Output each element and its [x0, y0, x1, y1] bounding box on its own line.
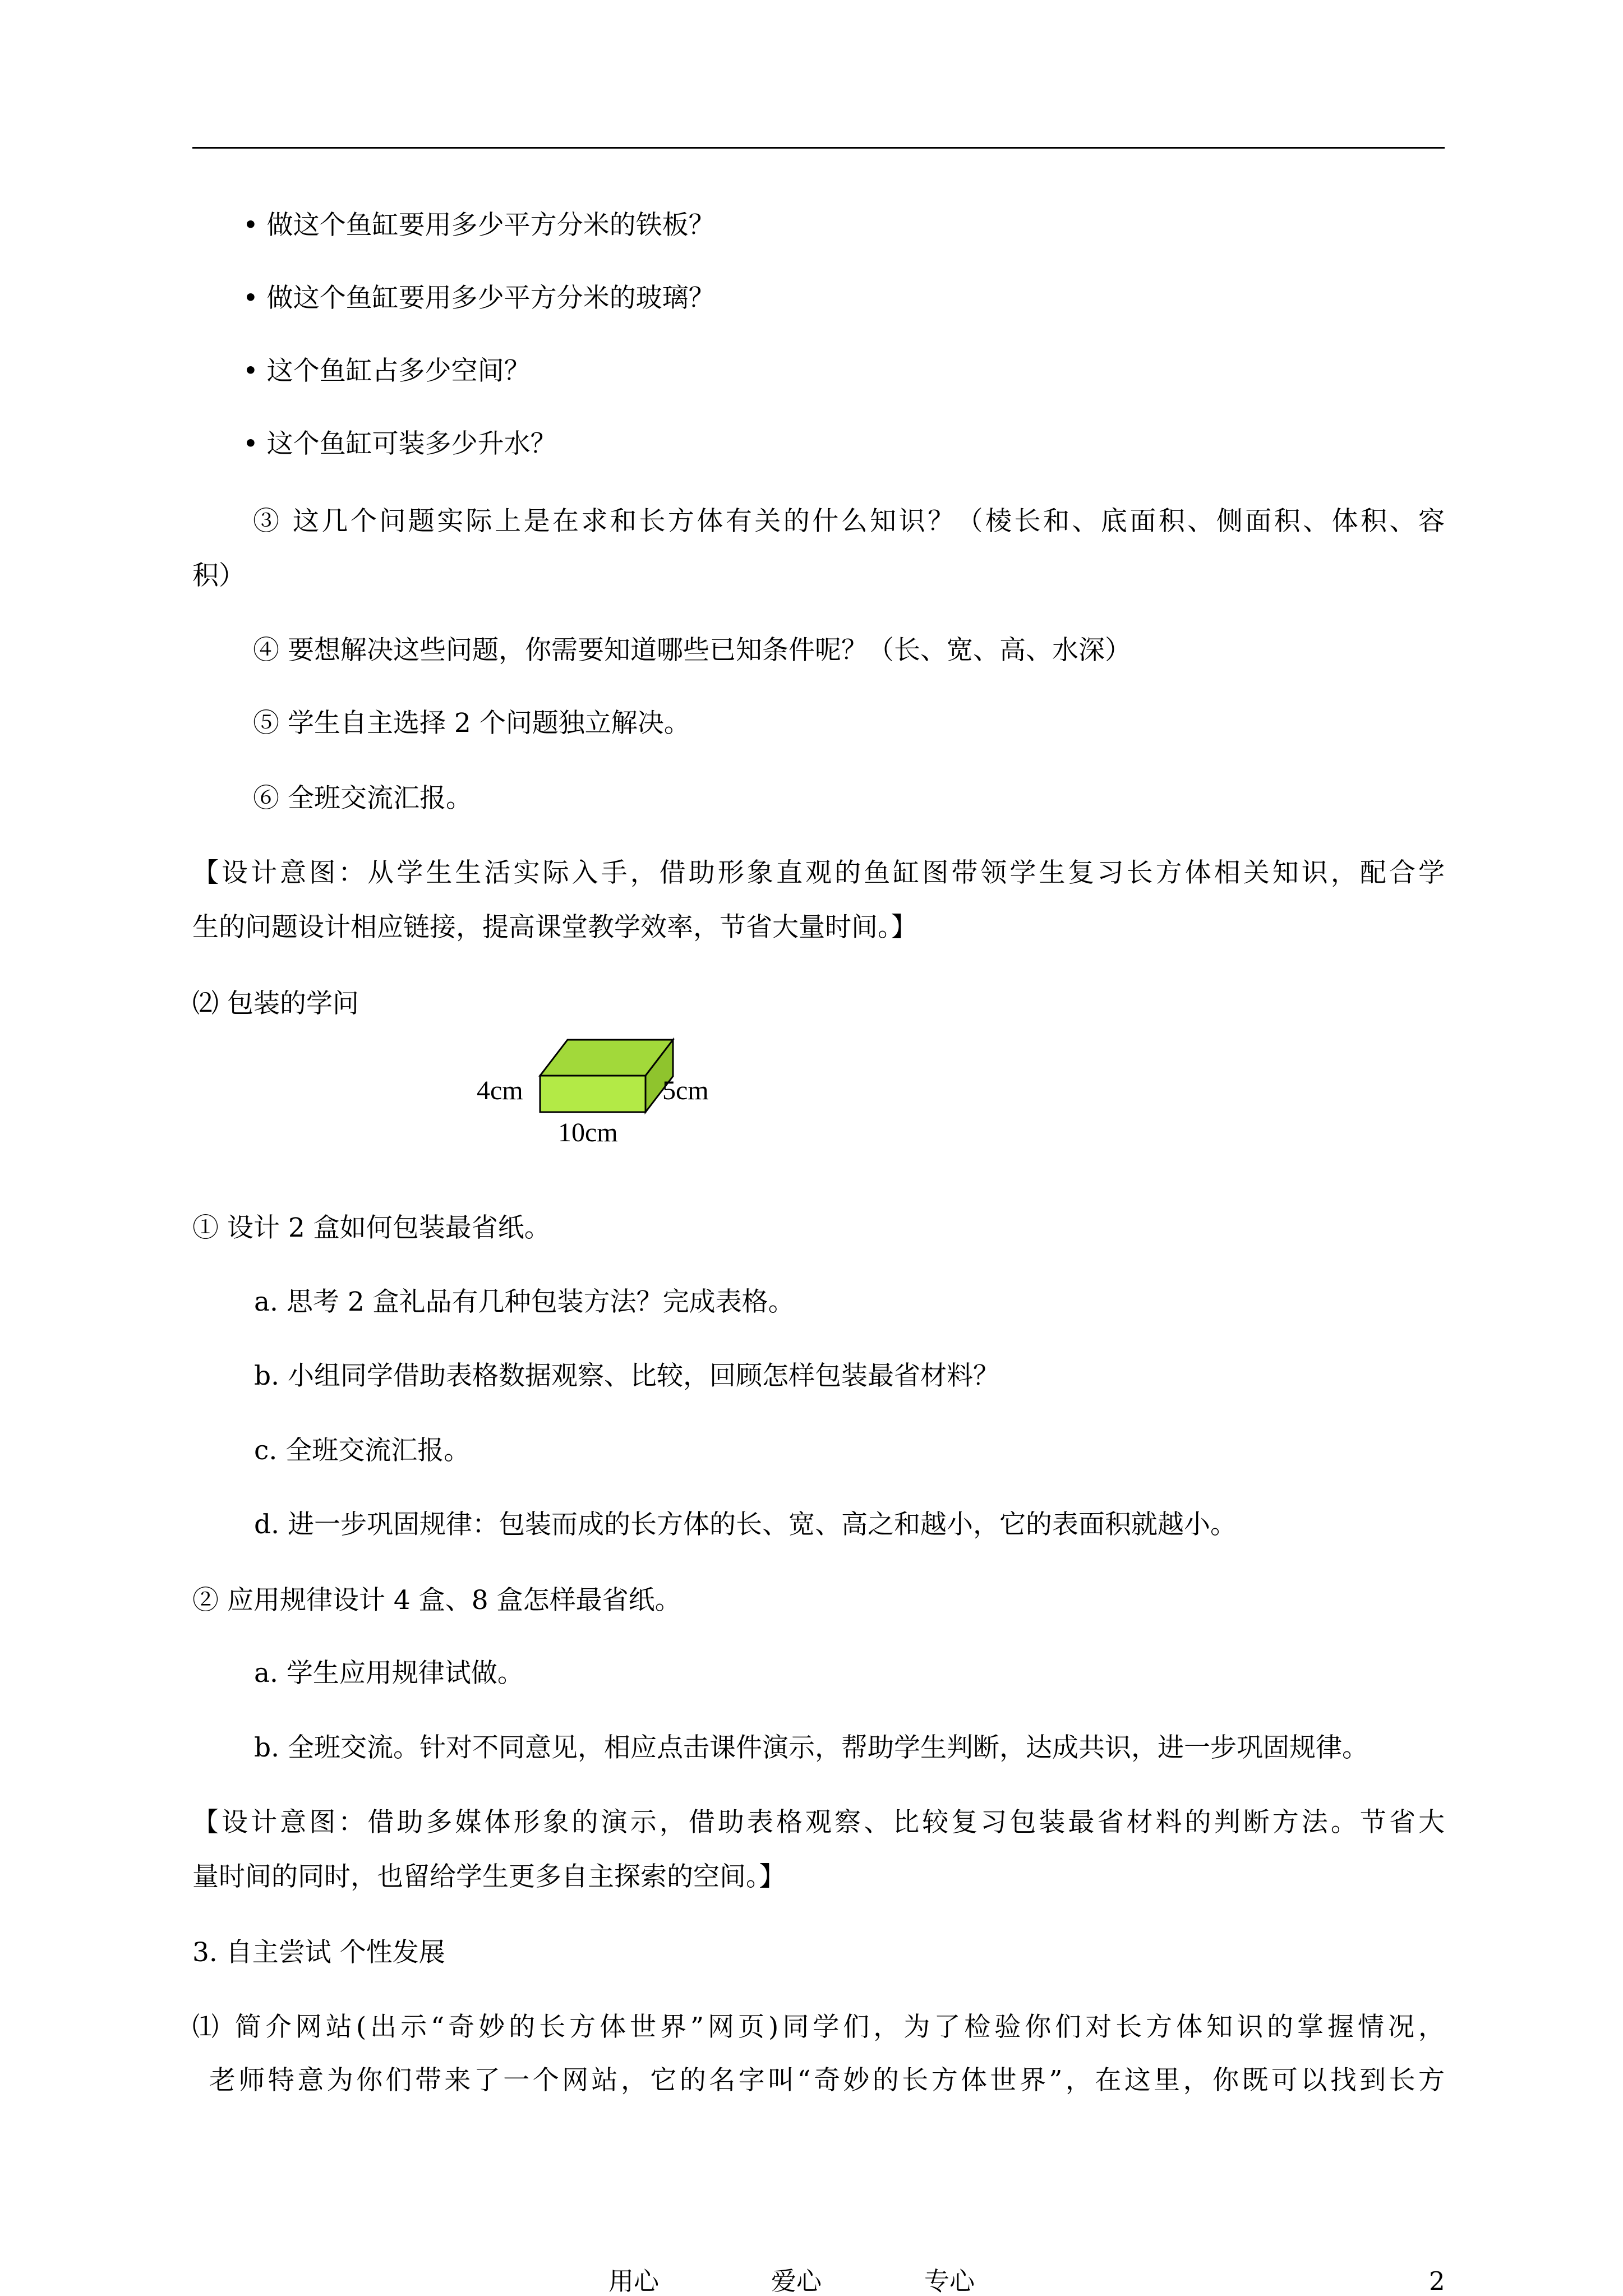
task-1-c: c. 全班交流汇报。: [254, 1435, 471, 1466]
header-rule: [192, 147, 1445, 149]
packaging-task-1: ① 设计 2 盒如何包装最省纸。: [192, 1212, 551, 1243]
packaging-task-2: ② 应用规律设计 4 盒、8 盒怎样最省纸。: [192, 1585, 681, 1616]
website-intro-line-2: 老师特意为你们带来了一个网站，它的名字叫“奇妙的长方体世界”，在这里，你既可以找到长方: [209, 2065, 1445, 2096]
bullet-question-space: • 这个鱼缸占多少空间？: [243, 356, 531, 386]
website-intro-line-1: ⑴ 简介网站(出示“奇妙的长方体世界”网页)同学们，为了检验你们对长方体知识的掌握情况，: [192, 2012, 1445, 2043]
bullet-question-glass: • 做这个鱼缸要用多少平方分米的玻璃？: [243, 283, 715, 313]
step-5: ⑤ 学生自主选择 2 个问题独立解决。: [253, 708, 690, 739]
box-front-face: [540, 1076, 645, 1112]
design-intent-2-line-2: 量时间的同时，也留给学生更多自主探索的空间。】: [192, 1861, 786, 1892]
box-label-length: 10cm: [558, 1118, 618, 1147]
design-intent-1-line-1: 【设计意图：从学生生活实际入手，借助形象直观的鱼缸图带领学生复习长方体相关知识，配合学: [192, 857, 1445, 888]
footer-item-zhuanxin: 专心: [924, 2266, 975, 2296]
box-diagram: [477, 1026, 925, 1161]
footer-item-aixin: 爱心: [771, 2266, 822, 2296]
box-label-width: 5cm: [662, 1076, 709, 1105]
task-1-d: d. 进一步巩固规律：包装而成的长方体的长、宽、高之和越小，它的表面积就越小。: [254, 1509, 1237, 1540]
step-3-line-2: 积）: [192, 560, 245, 591]
step-6: ⑥ 全班交流汇报。: [253, 783, 472, 814]
design-intent-2-line-1: 【设计意图：借助多媒体形象的演示，借助表格观察、比较复习包装最省材料的判断方法。节省大: [192, 1807, 1445, 1838]
task-2-b: b. 全班交流。针对不同意见，相应点击课件演示，帮助学生判断，达成共识，进一步巩固规律。: [254, 1732, 1368, 1763]
section-3-heading: 3. 自主尝试 个性发展: [192, 1937, 445, 1968]
bullet-question-iron: • 做这个鱼缸要用多少平方分米的铁板？: [243, 210, 715, 241]
step-3-line-1: ③ 这几个问题实际上是在求和长方体有关的什么知识？（棱长和、底面积、侧面积、体积、容: [253, 506, 1445, 537]
task-1-b: b. 小组同学借助表格数据观察、比较，回顾怎样包装最省材料？: [254, 1361, 999, 1391]
step-4: ④ 要想解决这些问题，你需要知道哪些已知条件呢？（长、宽、高、水深）: [253, 635, 1131, 666]
design-intent-1-line-2: 生的问题设计相应链接，提高课堂教学效率，节省大量时间。】: [192, 912, 917, 943]
task-1-a: a. 思考 2 盒礼品有几种包装方法？完成表格。: [254, 1287, 795, 1317]
section-packaging-heading: ⑵ 包装的学问: [192, 988, 359, 1019]
footer-item-yongxin: 用心: [608, 2266, 660, 2296]
task-2-a: a. 学生应用规律试做。: [254, 1658, 524, 1689]
page-number: 2: [1429, 2266, 1445, 2296]
box-label-height: 4cm: [477, 1076, 523, 1105]
bullet-question-water: • 这个鱼缸可装多少升水？: [243, 428, 557, 459]
